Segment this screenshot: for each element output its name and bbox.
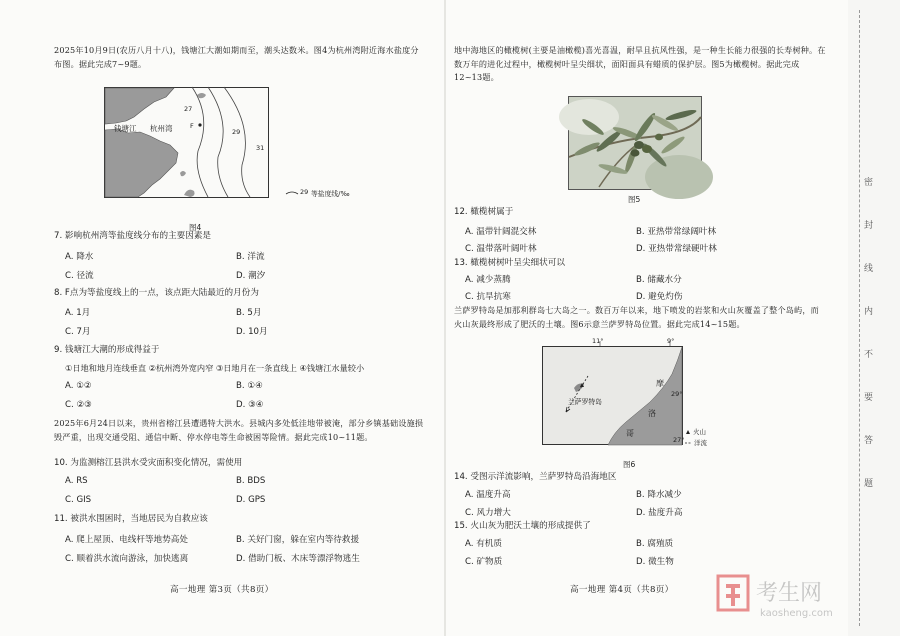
isohaline-27-label: 27 (184, 105, 193, 113)
q10-option-a[interactable]: A. RS (65, 476, 88, 486)
binding-char-3: 线 (864, 264, 874, 274)
question-8-stem: 8. F点为等盐度线上的一点，该点距大陆最近的月份为 (54, 288, 259, 298)
longitude-9-label: 9° (667, 337, 675, 345)
q13-option-d[interactable]: D. 避免灼伤 (636, 292, 683, 302)
figure-6-caption: 图6 (623, 460, 636, 469)
q11-option-c[interactable]: C. 顺着洪水流向游泳，加快逃离 (65, 554, 189, 564)
q14-option-d[interactable]: D. 盐度升高 (636, 508, 683, 518)
figure-4-caption: 图4 (189, 223, 202, 232)
legend-volcano-text: 火山 (693, 428, 706, 436)
q7-option-a[interactable]: A. 降水 (65, 252, 94, 262)
page-3-footer: 高一地理 第3页（共8页） (170, 585, 274, 595)
legend-isohaline-text: 等盐度线/‰ (311, 190, 350, 198)
kaosheng-logo (716, 572, 866, 620)
morocco-char-2: 洛 (648, 409, 656, 418)
question-14-stem: 14. 受图示洋流影响，兰萨罗特岛沿海地区 (454, 472, 617, 482)
q9-option-c[interactable]: C. ②③ (65, 400, 92, 410)
binding-char-8: 题 (864, 479, 874, 489)
longitude-11-label: 11° (592, 337, 604, 345)
q15-option-c[interactable]: C. 矿物质 (465, 557, 503, 567)
map-figure-6 (540, 336, 718, 456)
legend-volcano-icon (686, 430, 690, 434)
q10-option-b[interactable]: B. BDS (236, 476, 266, 486)
q8-option-d[interactable]: D. 10月 (236, 327, 268, 337)
latitude-27-label: 27° (673, 436, 685, 444)
binding-char-6: 要 (864, 393, 874, 403)
label-qiantang-river: 钱塘江 (114, 124, 137, 133)
isohaline-31-label: 31 (256, 144, 265, 152)
q9-option-b[interactable]: B. ①④ (236, 381, 263, 391)
q15-option-d[interactable]: D. 微生物 (636, 557, 674, 567)
binding-char-2: 封 (864, 221, 874, 231)
q14-option-a[interactable]: A. 温度升高 (465, 490, 511, 500)
question-9-stem: 9. 钱塘江大潮的形成得益于 (54, 345, 160, 355)
watermark-brand: 考生网 (756, 581, 823, 606)
q15-option-a[interactable]: A. 有机质 (465, 539, 502, 549)
question-15-stem: 15. 火山灰为肥沃土壤的形成提供了 (454, 521, 591, 531)
q10-option-d[interactable]: D. GPS (236, 495, 266, 505)
point-f-marker (198, 123, 201, 126)
morocco-char-3: 哥 (626, 429, 634, 438)
label-point-f: F (190, 122, 194, 130)
q13-option-c[interactable]: C. 抗旱抗寒 (465, 292, 511, 302)
q11-option-d[interactable]: D. 借助门板、木床等漂浮物逃生 (236, 554, 360, 564)
isohaline-29-label: 29 (232, 128, 241, 136)
question-13-stem: 13. 橄榄树树叶呈尖细状可以 (454, 258, 565, 268)
intro-q10-11: 2025年6月24日以来，贵州省榕江县遭遇特大洪水。县城内多处低洼地带被淹，部分乡镇基础设施损毁严重，出现交通受阻、通信中断、停水停电等生命被困等险情。据此完成10~11题。 (54, 418, 424, 442)
figure-5-caption: 图5 (628, 195, 641, 204)
binding-strip (848, 0, 900, 636)
olive-branch-image (569, 97, 701, 189)
q8-option-a[interactable]: A. 1月 (65, 308, 91, 318)
q7-option-b[interactable]: B. 洋流 (236, 252, 265, 262)
label-hangzhou-bay: 杭州湾 (150, 124, 173, 133)
binding-char-7: 答 (864, 436, 874, 446)
legend-isohaline-line (286, 192, 298, 194)
q13-option-b[interactable]: B. 储藏水分 (636, 275, 682, 285)
q13-option-a[interactable]: A. 减少蒸腾 (465, 275, 511, 285)
q15-option-b[interactable]: B. 腐殖质 (636, 539, 674, 549)
intro-q7-9: 2025年10月9日(农历八月十八)，钱塘江大潮如期而至，潮头达数米。图4为杭州湾附近海水盐度分布图。据此完成7~9题。 (54, 45, 419, 69)
q7-option-c[interactable]: C. 径流 (65, 271, 94, 281)
island-name-label: 兰萨罗特岛 (568, 398, 602, 406)
q8-option-b[interactable]: B. 5月 (236, 308, 262, 318)
intro-q12-13: 地中海地区的橄榄树(主要是油橄榄)喜光喜温，耐旱且抗风性强，是一种生长能力很强的长寿树种。在数万年的进化过程中，橄榄树叶呈尖细状，面阳面具有蜡质的保护层。图5为橄榄树。据此完成12~13题。 (454, 45, 826, 82)
watermark-domain: kaosheng.com (760, 608, 833, 619)
q12-option-a[interactable]: A. 温带针阔混交林 (465, 227, 537, 237)
olive-tree-photo (568, 96, 702, 190)
legend-isohaline-value: 29 (300, 188, 309, 196)
q12-option-d[interactable]: D. 亚热带常绿硬叶林 (636, 244, 717, 254)
q9-option-a[interactable]: A. ①② (65, 381, 92, 391)
intro-q14-15: 兰萨罗特岛是加那利群岛七大岛之一。数百万年以来，地下喷发的岩浆和火山灰覆盖了整个岛屿，而火山灰最终形成了肥沃的土壤。图6示意兰萨罗特岛位置。据此完成14~15题。 (454, 305, 819, 329)
binding-char-1: 密 (864, 178, 874, 188)
morocco-char-1: 摩 (656, 379, 664, 388)
map-figure-4 (104, 87, 350, 217)
q9-statements: ①日地和地月连线垂直 ②杭州湾外宽内窄 ③日地月在一条直线上 ④钱塘江水量较小 (65, 363, 365, 373)
latitude-29-label: 29° (671, 390, 683, 398)
question-10-stem: 10. 为监测榕江县洪水受灾面积变化情况，需使用 (54, 458, 243, 468)
page-4-footer: 高一地理 第4页（共8页） (570, 585, 674, 595)
q12-option-c[interactable]: C. 温带落叶阔叶林 (465, 244, 537, 254)
question-12-stem: 12. 橄榄树属于 (454, 207, 514, 217)
binding-char-4: 内 (864, 307, 874, 317)
q9-option-d[interactable]: D. ③④ (236, 400, 264, 410)
q11-option-a[interactable]: A. 爬上屋顶、电线杆等地势高处 (65, 535, 188, 545)
question-11-stem: 11. 被洪水围困时，当地居民为自救应该 (54, 514, 208, 524)
legend-current-text: 洋流 (694, 439, 707, 447)
binding-char-5: 不 (864, 350, 874, 360)
q8-option-c[interactable]: C. 7月 (65, 327, 91, 337)
question-7-stem: 7. 影响杭州湾等盐度线分布的主要因素是 (54, 231, 212, 241)
q10-option-c[interactable]: C. GIS (65, 495, 92, 505)
q14-option-b[interactable]: B. 降水减少 (636, 490, 682, 500)
q11-option-b[interactable]: B. 关好门窗，躲在室内等待救援 (236, 535, 360, 545)
seal-line (859, 10, 860, 626)
q7-option-d[interactable]: D. 潮汐 (236, 271, 266, 281)
q14-option-c[interactable]: C. 风力增大 (465, 508, 511, 518)
q12-option-b[interactable]: B. 亚热带常绿阔叶林 (636, 227, 717, 237)
kaosheng-watermark (716, 572, 866, 620)
